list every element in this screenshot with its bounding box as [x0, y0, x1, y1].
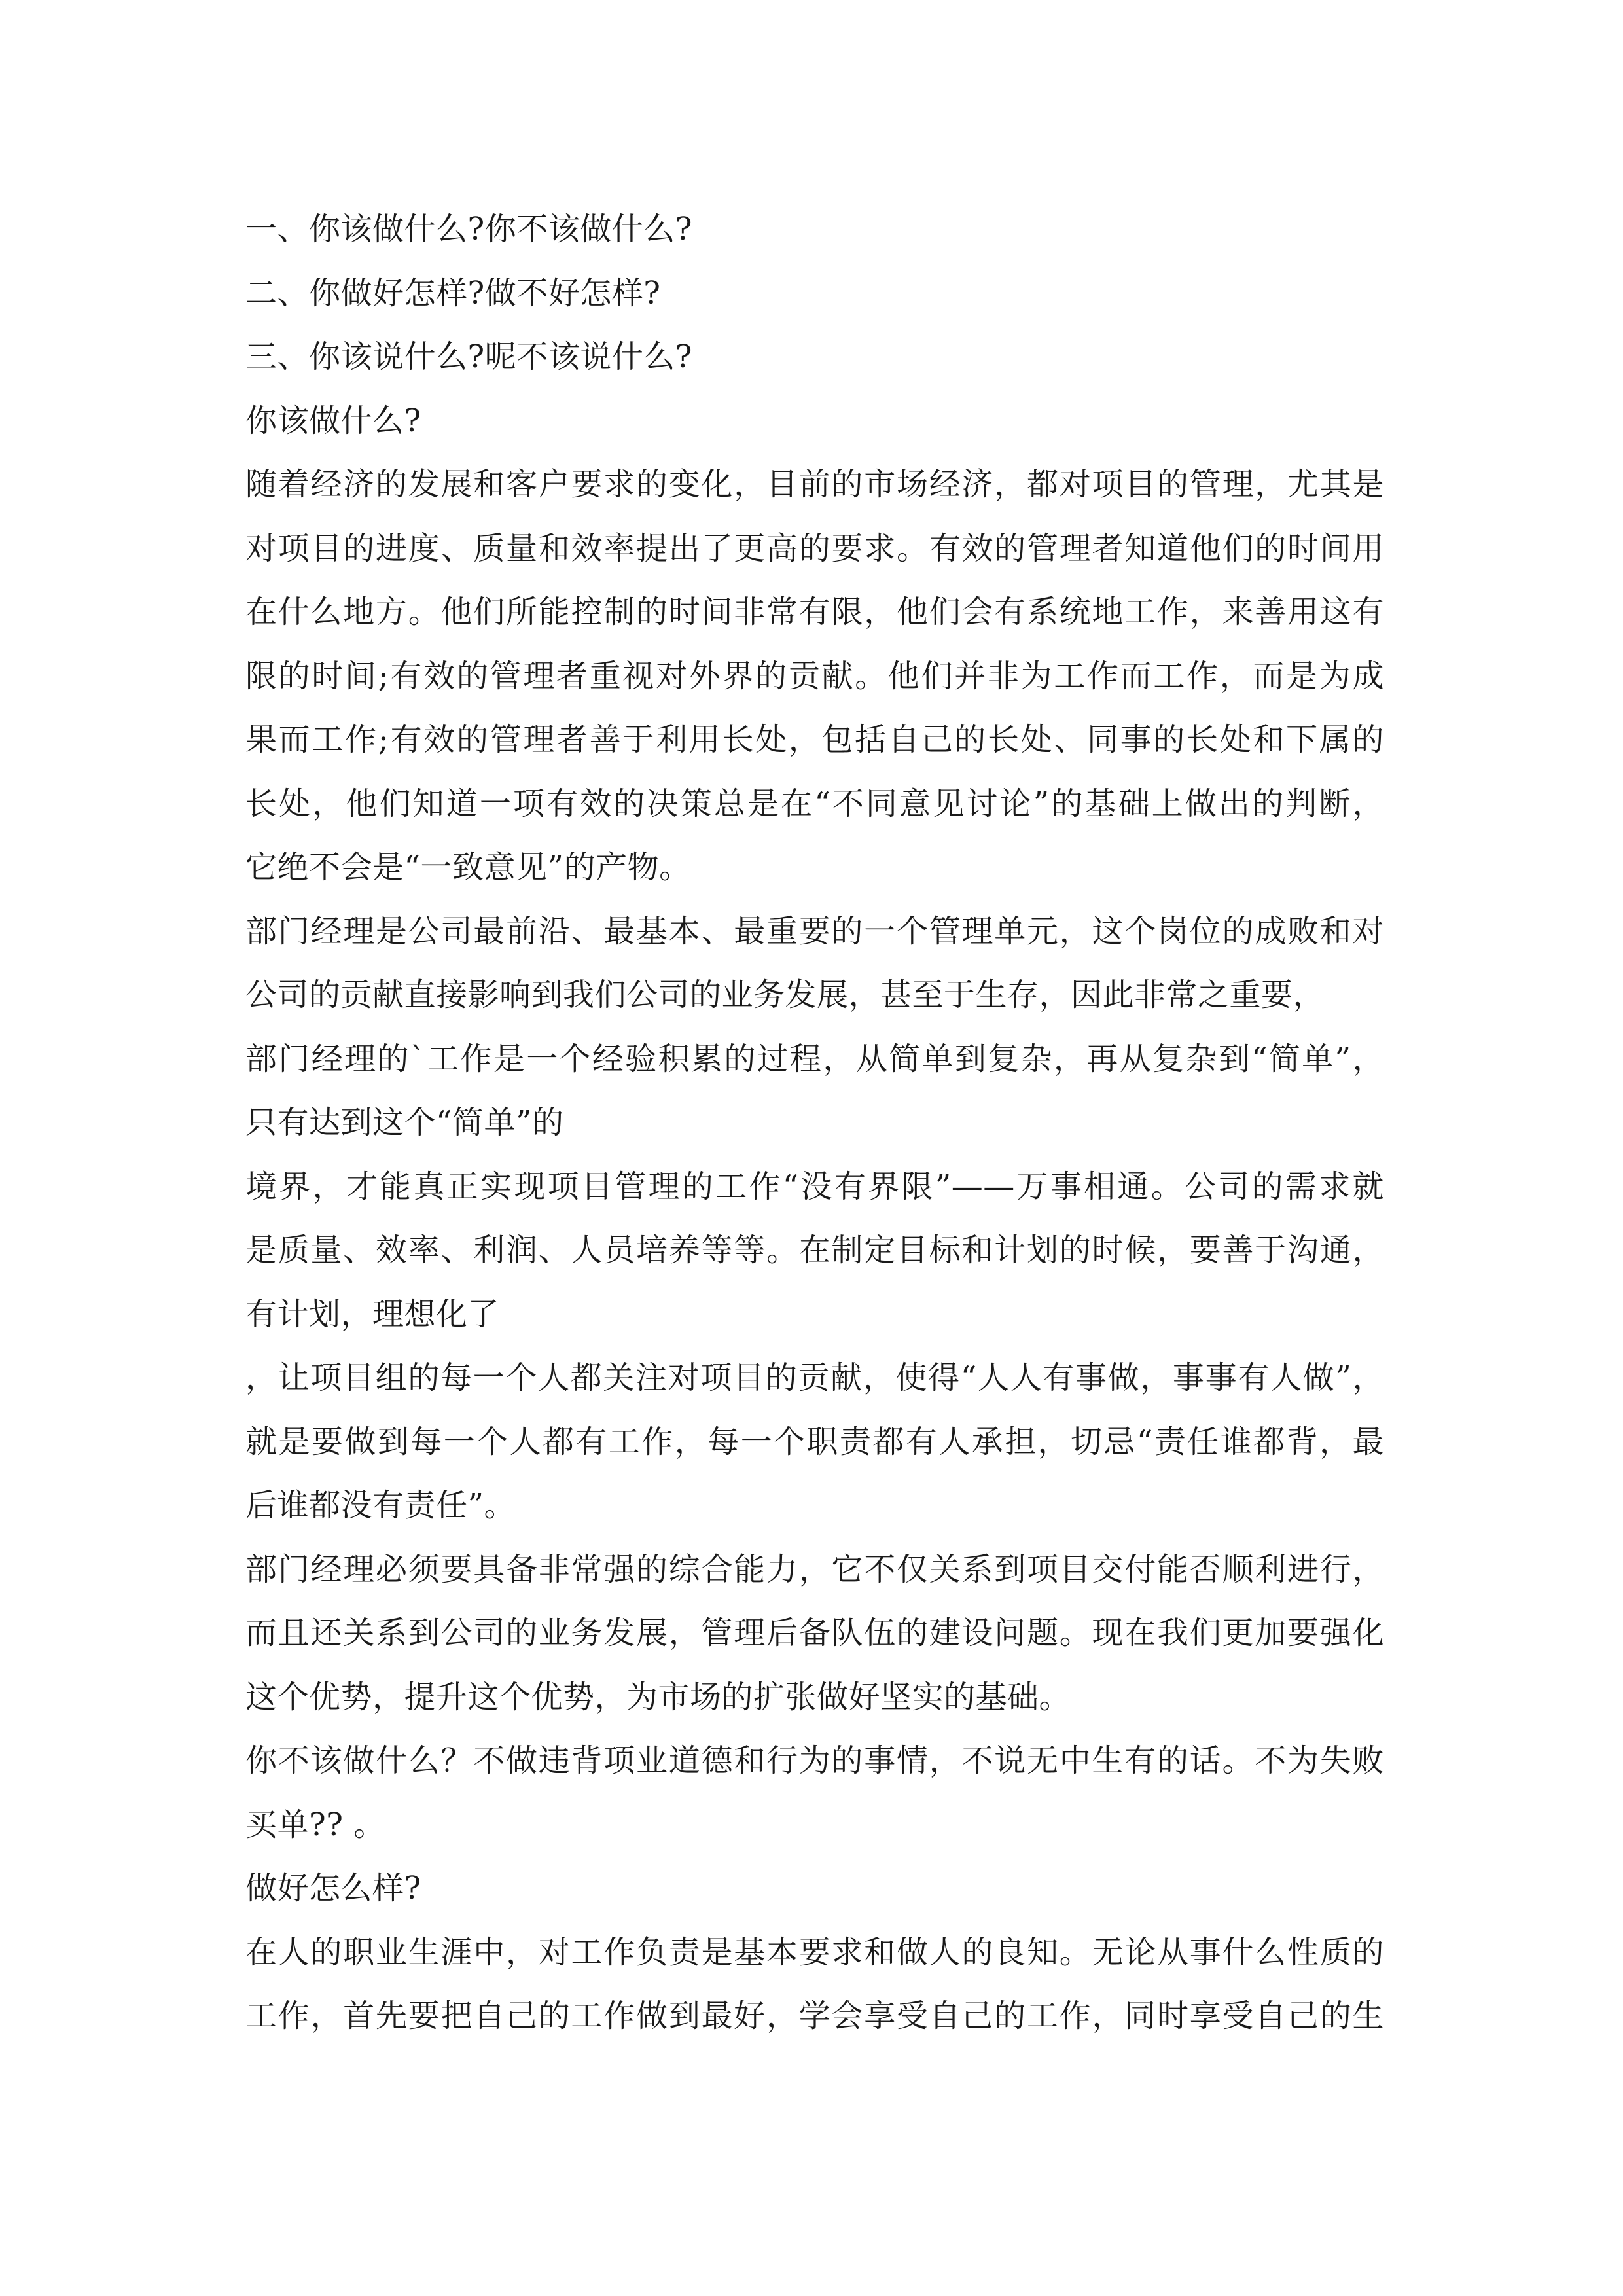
- text-line: 有计划，理想化了: [245, 1295, 500, 1333]
- text-line: 部门经理是公司最前沿、最基本、最重要的一个管理单元，这个岗位的成败和对: [245, 912, 1384, 950]
- text-line: 在人的职业生涯中，对工作负责是基本要求和做人的良知。无论从事什么性质的: [245, 1933, 1384, 1971]
- text-line: 长处，他们知道一项有效的决策总是在“不同意见讨论”的基础上做出的判断，: [245, 785, 1384, 822]
- text-line: 是质量、效率、利润、人员培养等等。在制定目标和计划的时候，要善于沟通，: [245, 1232, 1384, 1268]
- text-line: 三、你该说什么?呢不该说什么?: [245, 338, 692, 375]
- text-line: 而且还关系到公司的业务发展，管理后备队伍的建设问题。现在我们更加要强化: [245, 1615, 1384, 1651]
- text-line: 随着经济的发展和客户要求的变化，目前的市场经济，都对项目的管理，尤其是: [245, 466, 1384, 503]
- text-line: 部门经理的`工作是一个经验积累的过程，从简单到复杂，再从复杂到“简单”，: [245, 1040, 1384, 1077]
- text-line: 你该做什么?: [245, 402, 421, 439]
- text-line: 只有达到这个“简单”的: [245, 1104, 564, 1141]
- document-body: [245, 198, 1384, 2049]
- text-line: 一、你该做什么?你不该做什么?: [245, 211, 692, 247]
- text-line: 买单?? 。: [245, 1806, 385, 1843]
- text-line: 工作，首先要把自己的工作做到最好，学会享受自己的工作，同时享受自己的生: [245, 1998, 1384, 2034]
- text-line: 对项目的进度、质量和效率提出了更高的要求。有效的管理者知道他们的时间用: [245, 529, 1384, 567]
- text-line: ，让项目组的每一个人都关注对项目的贡献，使得“人人有事做，事事有人做”，: [245, 1359, 1384, 1396]
- text-line: 你不该做什么？不做违背项业道德和行为的事情，不说无中生有的话。不为失败: [245, 1742, 1384, 1779]
- text-line: 部门经理必须要具备非常强的综合能力，它不仅关系到项目交付能否顺利进行，: [245, 1551, 1384, 1588]
- text-line: 境界，才能真正实现项目管理的工作“没有界限”——万事相通。公司的需求就: [245, 1168, 1384, 1205]
- text-line: 就是要做到每一个人都有工作，每一个职责都有人承担，切忌“责任谁都背，最: [245, 1423, 1384, 1460]
- text-line: 这个优势，提升这个优势，为市场的扩张做好坚实的基础。: [245, 1678, 1071, 1715]
- text-line: 后谁都没有责任”。: [245, 1487, 516, 1524]
- text-line: 二、你做好怎样?做不好怎样?: [245, 274, 661, 312]
- text-line: 做好怎么样?: [245, 1870, 421, 1907]
- text-line: 限的时间;有效的管理者重视对外界的贡献。他们并非为工作而工作，而是为成: [245, 657, 1384, 694]
- text-line: 它绝不会是“一致意见”的产物。: [245, 849, 691, 886]
- text-line: 在什么地方。他们所能控制的时间非常有限，他们会有系统地工作，来善用这有: [245, 594, 1384, 630]
- text-line: 公司的贡献直接影响到我们公司的业务发展，甚至于生存，因此非常之重要，: [245, 977, 1325, 1013]
- text-line: 果而工作;有效的管理者善于利用长处，包括自己的长处、同事的长处和下属的: [245, 721, 1384, 758]
